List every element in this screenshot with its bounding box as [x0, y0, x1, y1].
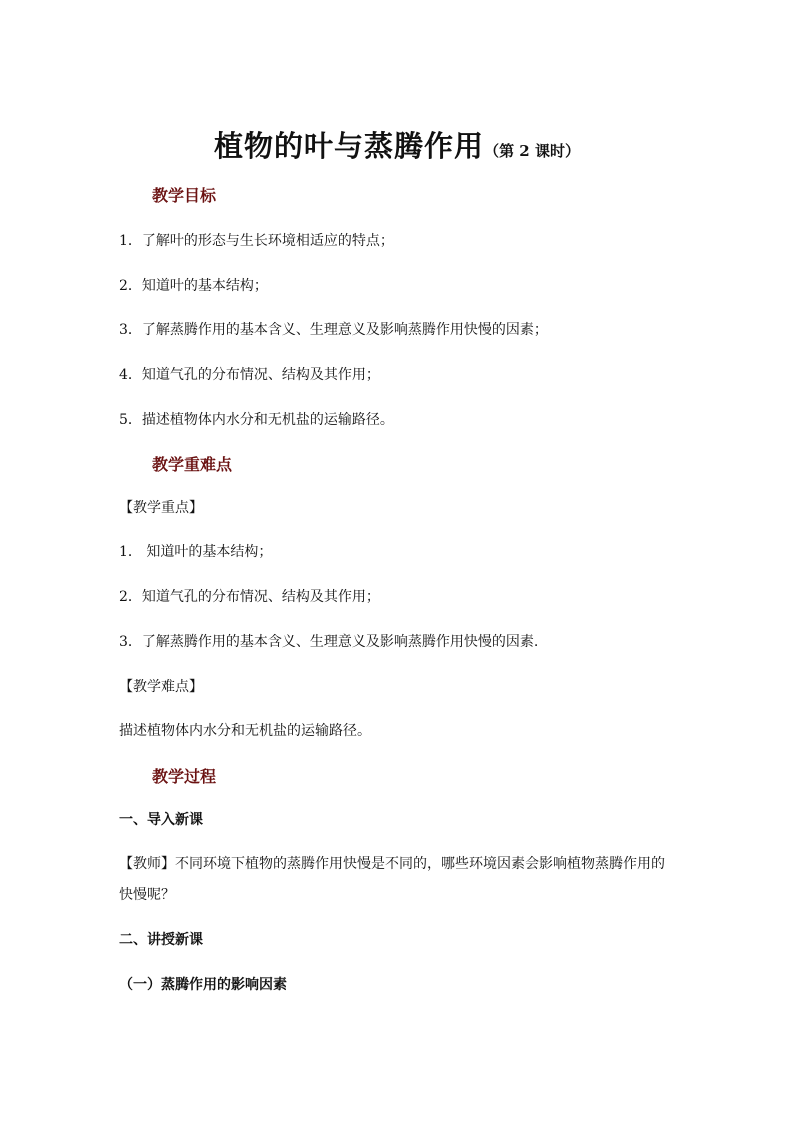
teacher-prompt-line: 快慢呢？ — [119, 887, 175, 903]
objective-item: 4．知道气孔的分布情况、结构及其作用； — [119, 367, 380, 383]
title-main: 植物的叶与蒸腾作用 — [214, 129, 485, 163]
objective-item: 5．描述植物体内水分和无机盐的运输路径。 — [119, 412, 394, 428]
heading-key-difficult-points: 教学重难点 — [152, 455, 233, 474]
section-introduction: 一、导入新课 — [119, 812, 203, 828]
objective-item: 2．知道叶的基本结构； — [119, 278, 268, 294]
heading-teaching-objectives: 教学目标 — [152, 186, 217, 205]
heading-teaching-process: 教学过程 — [152, 767, 217, 786]
objective-item: 1．了解叶的形态与生长环境相适应的特点； — [119, 233, 394, 249]
subsection-transpiration-factors: （一）蒸腾作用的影响因素 — [119, 977, 287, 993]
teacher-prompt-line: 【教师】不同环境下植物的蒸腾作用快慢是不同的，哪些环境因素会影响植物蒸腾作用的 — [119, 856, 665, 872]
label-key-points: 【教学重点】 — [119, 500, 203, 516]
key-point-item: 2．知道气孔的分布情况、结构及其作用； — [119, 589, 380, 605]
objective-item: 3．了解蒸腾作用的基本含义、生理意义及影响蒸腾作用快慢的因素； — [119, 322, 548, 338]
key-point-item: 1． 知道叶的基本结构； — [119, 544, 273, 560]
document-title — [0, 124, 794, 165]
title-lesson-number: （第 2 课时） — [484, 142, 580, 160]
key-point-item: 3．了解蒸腾作用的基本含义、生理意义及影响蒸腾作用快慢的因素. — [119, 634, 539, 650]
section-new-lesson: 二、讲授新课 — [119, 932, 203, 948]
difficult-point-text: 描述植物体内水分和无机盐的运输路径。 — [119, 723, 371, 739]
label-difficult-points: 【教学难点】 — [119, 679, 203, 695]
